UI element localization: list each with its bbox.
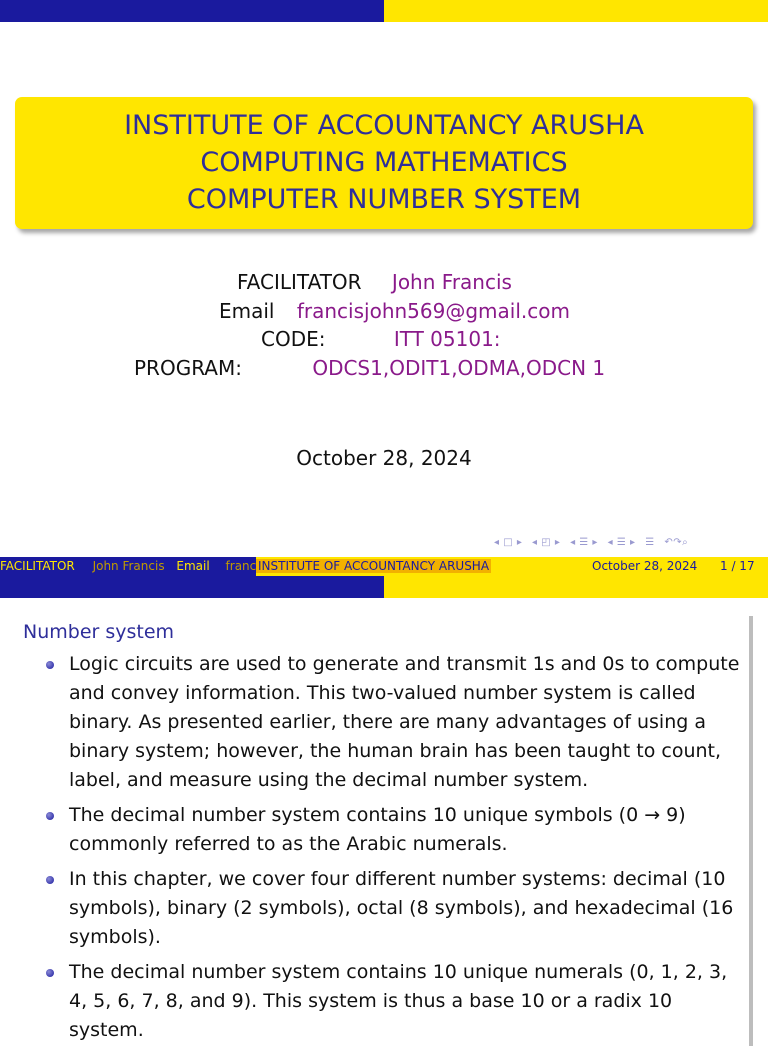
list-item [46, 865, 746, 952]
nav-section-icon[interactable]: ◂ ☰ ▸ [570, 537, 598, 548]
nav-subsection-icon[interactable]: ◂ ◰ ▸ [532, 537, 561, 548]
nav-menu-icon[interactable]: ☰ [645, 537, 655, 548]
nav-search-icon[interactable]: ↶↷⌕ [664, 537, 689, 548]
code-label: CODE: [261, 327, 326, 351]
footer-page-number: 1 / 17 [720, 559, 755, 573]
footer-title [256, 557, 512, 576]
program-value: ODCS1,ODIT1,ODMA,ODCN 1 [312, 356, 606, 380]
title-line-1: INSTITUTE OF ACCOUNTANCY ARUSHA [124, 110, 644, 141]
bullet-text: The decimal number system contains 10 unique symbols (0 → 9) commonly referred to as the Arabic numerals. [69, 804, 686, 855]
bullet-list [46, 650, 746, 1051]
footer-bar [0, 557, 768, 576]
title-line-2: COMPUTING MATHEMATICS [200, 147, 568, 178]
bullet-icon [46, 876, 54, 884]
email-label: Email [219, 299, 275, 323]
program-row [134, 356, 605, 380]
frame-title: Number system [23, 621, 175, 643]
bullet-text: Logic circuits are used to generate and transmit 1s and 0s to compute and convey information. This two-valued number system is called binary. As presented earlier, there are many advantages of using a binary system; however, the human brain has been taught to count, label, and measure using the decimal number system. [69, 653, 740, 791]
footer-email-value: franc [225, 559, 257, 573]
bullet-icon [46, 661, 54, 669]
beamer-navigation[interactable] [494, 537, 694, 548]
program-label: PROGRAM: [134, 356, 242, 380]
facilitator-row [237, 270, 512, 294]
title-line-3: COMPUTER NUMBER SYSTEM [186, 184, 582, 215]
top-color-strip [0, 0, 768, 22]
nav-frame-icon[interactable]: ◂ □ ▸ [494, 537, 523, 548]
facilitator-label: FACILITATOR [237, 270, 362, 294]
list-item [46, 801, 746, 859]
footer-date-page [512, 557, 768, 576]
title-box [15, 97, 753, 229]
bullet-text: In this chapter, we cover four different number systems: decimal (10 symbols), binary (2 symbols), octal (8 symbols), and hexadecimal (16 symbols). [69, 868, 734, 948]
code-value: ITT 05101: [393, 327, 501, 351]
list-item [46, 958, 746, 1045]
list-item [46, 650, 746, 795]
number-system-slide [0, 576, 768, 1041]
email-value[interactable]: francisjohn569@gmail.com [296, 299, 570, 323]
nav-subsection-list-icon[interactable]: ◂ ☰ ▸ [607, 537, 636, 548]
email-row [219, 299, 570, 323]
bullet-text: The decimal number system contains 10 unique numerals (0, 1, 2, 3, 4, 5, 6, 7, 8, and 9). This system is thus a base 10 or a radix 10 system. [69, 961, 728, 1041]
bullet-icon [46, 969, 54, 977]
footer-date: October 28, 2024 [592, 559, 698, 573]
footer-author [0, 557, 256, 576]
facilitator-value: John Francis [391, 270, 512, 294]
footer-facilitator-label: FACILITATOR [0, 559, 75, 573]
top-color-strip [0, 576, 768, 598]
bullet-icon [46, 812, 54, 820]
footer-email-label: Email [176, 559, 210, 573]
footer-facilitator-value: John Francis [92, 559, 165, 573]
footer-title-text: INSTITUTE OF ACCOUNTANCY ARUSHA [258, 559, 490, 573]
code-row [261, 327, 501, 351]
slide-date: October 28, 2024 [296, 446, 472, 470]
